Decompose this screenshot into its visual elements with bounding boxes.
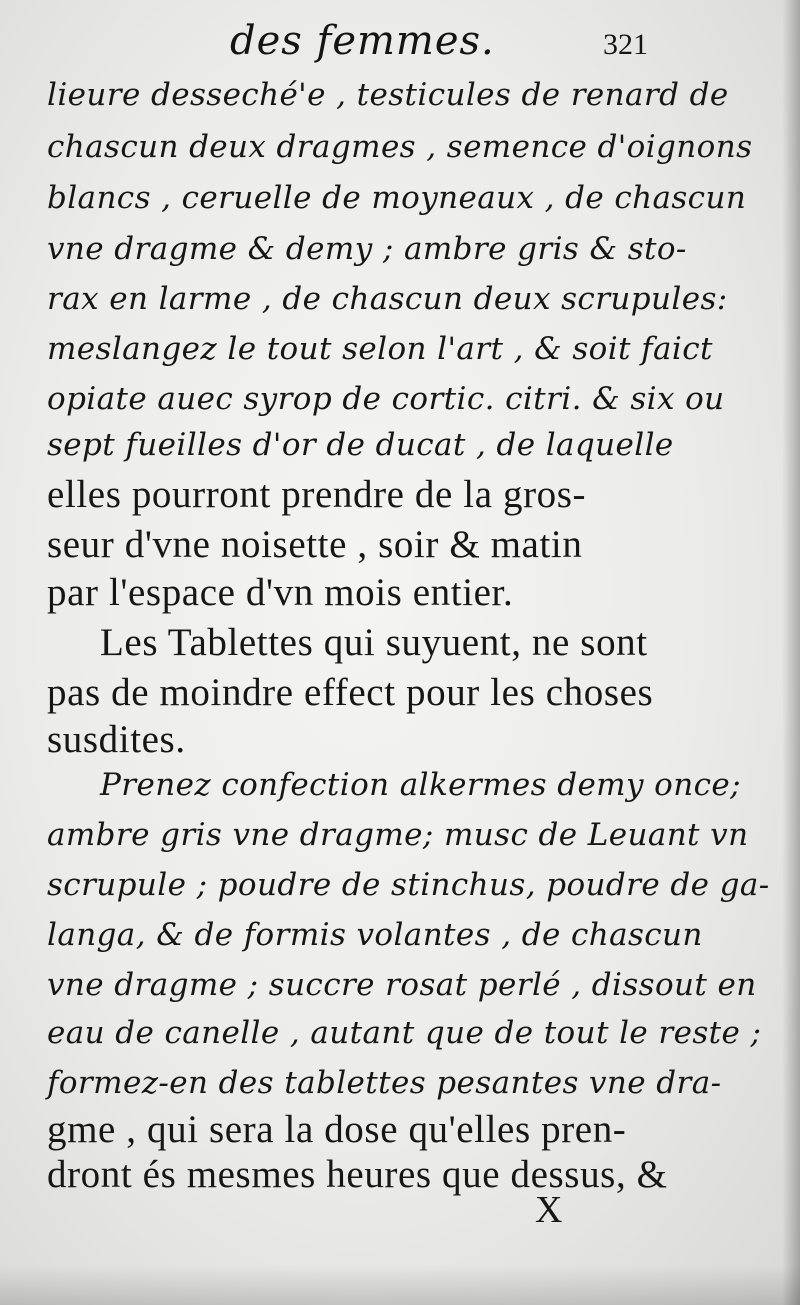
text-line: gme , qui sera la dose qu'elles pren-	[47, 1108, 627, 1151]
text-line: elles pourront prendre de la gros-	[47, 473, 587, 516]
text-line: pas de moindre effect pour les choses	[47, 671, 654, 714]
signature-mark: X	[535, 1189, 563, 1231]
text-line: blancs , ceruelle de moyneaux , de chascun	[47, 180, 747, 216]
text-line: vne dragme & demy ; ambre gris & sto-	[47, 231, 687, 267]
running-title: des femmes.	[230, 18, 495, 64]
text-line: eau de canelle , autant que de tout le reste ;	[47, 1015, 762, 1051]
text-line: opiate auec syrop de cortic. citri. & six ou	[47, 381, 725, 417]
text-line: dront és mesmes heures que dessus, &	[47, 1153, 668, 1196]
text-line: meslangez le tout selon l'art , & soit faict	[47, 331, 713, 367]
text-line: par l'espace d'vn mois entier.	[47, 571, 514, 614]
text-line: seur d'vne noisette , soir & matin	[47, 523, 583, 566]
text-line: ambre gris vne dragme; musc de Leuant vn	[47, 817, 749, 853]
text-line: susdites.	[47, 718, 186, 761]
text-line: vne dragme ; succre rosat perlé , dissout en	[47, 967, 757, 1003]
text-line: lieure desseché'e , testicules de renard de	[47, 77, 729, 113]
text-line: rax en larme , de chascun deux scrupules:	[47, 281, 728, 317]
paragraph-first-line: Prenez confection alkermes demy once;	[100, 767, 741, 803]
text-line: scrupule ; poudre de stinchus, poudre de ga-	[47, 867, 770, 903]
text-line: sept fueilles d'or de ducat , de laquelle	[47, 427, 674, 463]
text-line: chascun deux dragmes , semence d'oignons	[47, 129, 753, 165]
page-edge-shadow	[782, 0, 800, 1305]
text-line: formez-en des tablettes pesantes vne dra-	[47, 1065, 722, 1101]
page-number: 321	[603, 28, 648, 61]
text-line: langa, & de formis volantes , de chascun	[47, 917, 703, 953]
page-bottom-shadow	[0, 1265, 800, 1305]
paragraph-first-line: Les Tablettes qui suyuent, ne sont	[100, 621, 648, 664]
